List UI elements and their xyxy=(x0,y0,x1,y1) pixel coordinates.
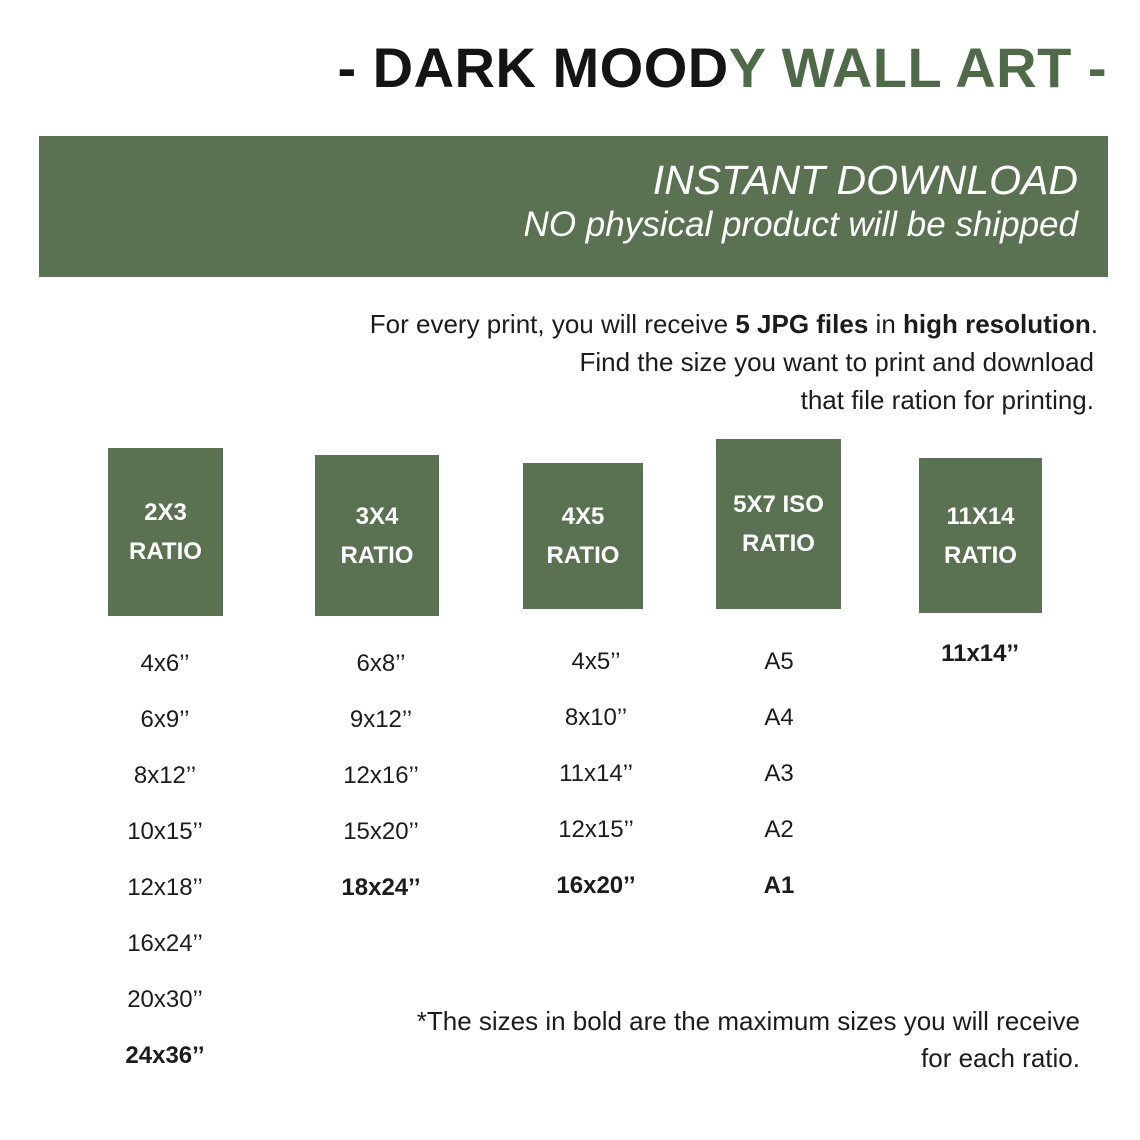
size-item: 6x8’’ xyxy=(356,650,406,677)
max-size-item: A1 xyxy=(763,872,795,899)
size-item: 8x10’’ xyxy=(564,704,628,731)
ratio-label-bottom: RATIO xyxy=(340,541,414,569)
ratio-label-bottom: RATIO xyxy=(546,542,620,569)
ratio-label-bottom: RATIO xyxy=(742,530,815,557)
page-title-dark-part: - DARK MOOD xyxy=(337,36,729,99)
intro-line-1 xyxy=(238,305,1098,343)
intro-file-count: 5 JPG files xyxy=(735,309,869,339)
size-item: A4 xyxy=(764,704,794,731)
intro-line-2: Find the size you want to print and download xyxy=(579,347,1094,377)
size-item: 16x24’’ xyxy=(127,930,203,957)
size-item: 12x15’’ xyxy=(558,816,634,843)
footnote-line-2: for each ratio. xyxy=(921,1043,1080,1073)
instant-download-banner xyxy=(39,136,1108,277)
intro-text-part: . xyxy=(1090,309,1098,339)
ratio-box xyxy=(315,455,439,616)
size-item: 4x5’’ xyxy=(571,648,621,675)
intro-text-part: For every print, you will receive xyxy=(369,309,736,339)
ratio-label-top: 5X7 ISO xyxy=(733,491,824,518)
max-size-item: 11x14’’ xyxy=(941,640,1019,667)
size-item: 4x6’’ xyxy=(140,650,190,677)
size-item: 8x12’’ xyxy=(133,762,197,789)
max-size-item: 18x24’’ xyxy=(341,874,421,901)
ratio-label-top: 4X5 xyxy=(561,503,605,530)
size-item: A3 xyxy=(764,760,794,787)
max-size-item: 16x20’’ xyxy=(556,872,636,899)
size-item: 12x16’’ xyxy=(343,762,419,789)
size-item: 12x18’’ xyxy=(127,874,203,901)
intro-resolution: high resolution xyxy=(903,309,1091,339)
ratio-label-bottom: RATIO xyxy=(944,541,1017,569)
size-item: A5 xyxy=(764,648,794,675)
ratio-box xyxy=(716,439,841,609)
banner-headline: INSTANT DOWNLOAD xyxy=(652,157,1078,203)
max-size-item: 24x36’’ xyxy=(125,1042,205,1069)
banner-subline: NO physical product will be shipped xyxy=(523,205,1078,244)
size-item: A2 xyxy=(764,816,794,843)
page-title xyxy=(337,36,1107,99)
size-item: 11x14’’ xyxy=(559,760,633,787)
footnote xyxy=(280,1003,1080,1077)
ratio-label-bottom: RATIO xyxy=(129,538,202,565)
intro-text-part: in xyxy=(868,309,903,339)
ratio-label-top: 2X3 xyxy=(144,499,187,526)
page-title-green-part: Y WALL ART - xyxy=(728,36,1107,99)
size-item: 10x15’’ xyxy=(127,818,203,845)
size-item: 20x30’’ xyxy=(127,986,203,1013)
size-item: 6x9’’ xyxy=(140,706,190,733)
intro-line-3: that file ration for printing. xyxy=(800,385,1094,415)
ratio-label-top: 3X4 xyxy=(355,502,399,530)
ratio-box xyxy=(108,448,223,616)
ratio-box xyxy=(919,458,1042,613)
footnote-line-1: *The sizes in bold are the maximum sizes you will receive xyxy=(416,1006,1080,1036)
ratio-label-top: 11X14 xyxy=(946,502,1015,530)
ratio-box xyxy=(523,463,643,609)
intro-text xyxy=(238,305,1098,419)
size-item: 15x20’’ xyxy=(343,818,419,845)
size-item: 9x12’’ xyxy=(349,706,413,733)
